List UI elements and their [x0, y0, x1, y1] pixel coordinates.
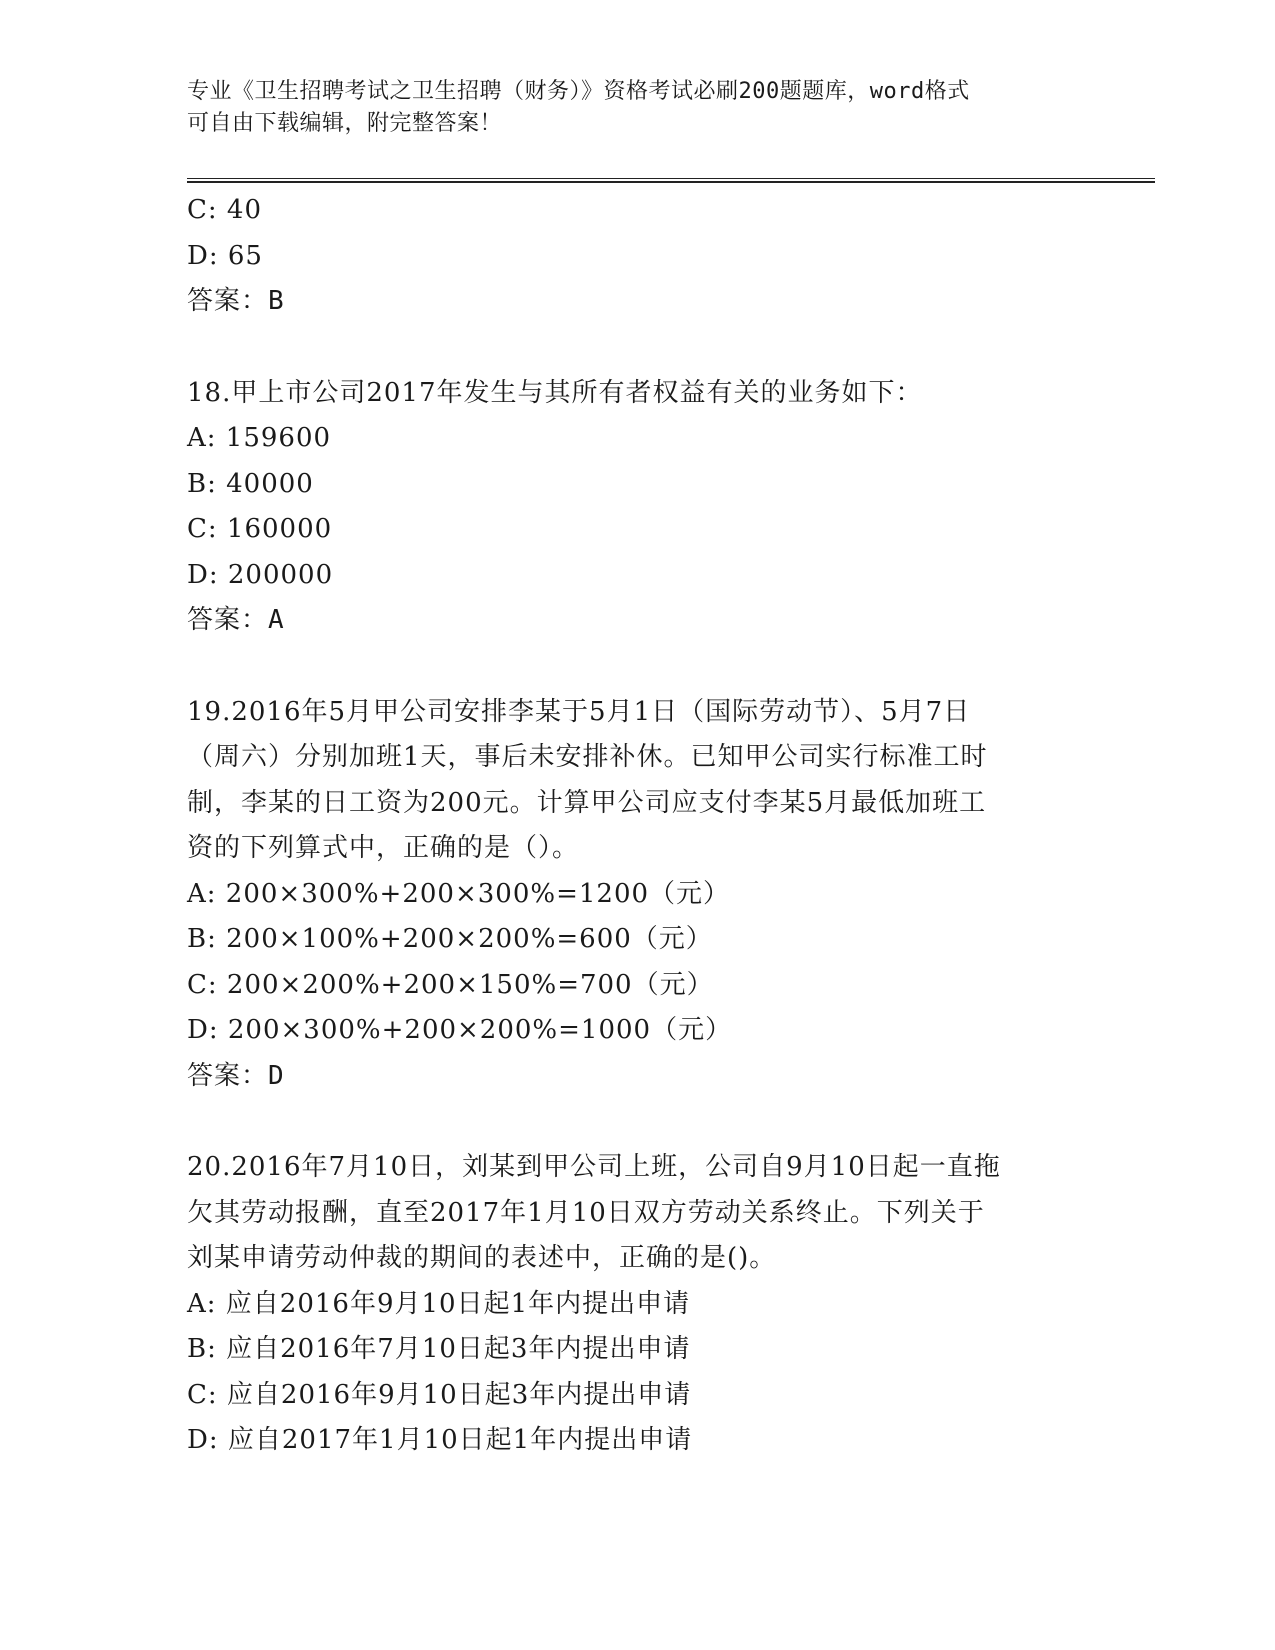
option-d: D: 200000: [187, 559, 334, 590]
question-stem-line-1: 20.2016年7月10日，刘某到甲公司上班，公司自9月10日起一直拖: [187, 1152, 1001, 1182]
question-stem-line-4: 资的下列算式中，正确的是（）。: [187, 833, 580, 863]
question-17-tail: [187, 188, 1087, 325]
header-rule-thin: [187, 178, 1155, 179]
option-b: B: 40000: [187, 468, 314, 499]
question-20: [187, 1145, 1087, 1464]
question-18: [187, 371, 1087, 644]
question-stem-line-3: 制，李某的日工资为200元。计算甲公司应支付李某5月最低加班工: [187, 787, 987, 818]
question-stem-line-3: 刘某申请劳动仲裁的期间的表述中，正确的是()。: [187, 1243, 777, 1273]
question-19: [187, 690, 1087, 1100]
option-a: A: 应自2016年9月10日起1年内提出申请: [187, 1288, 691, 1319]
spacer: [187, 1099, 1087, 1145]
header-line-2: 可自由下载编辑，附完整答案！: [187, 111, 503, 136]
spacer: [187, 325, 1087, 371]
question-stem-line-2: （周六）分别加班1天，事后未安排补休。已知甲公司实行标准工时: [187, 742, 988, 772]
answer-line: 答案：D: [187, 1060, 285, 1091]
option-c: C: 200×200%+200×150%=700（元）: [187, 969, 714, 1000]
option-d: D: 65: [187, 240, 263, 271]
option-c: C: 40: [187, 195, 263, 225]
question-stem: 18.甲上市公司2017年发生与其所有者权益有关的业务如下：: [187, 377, 923, 408]
option-a: A: 159600: [187, 423, 332, 453]
spacer: [187, 644, 1087, 690]
option-a: A: 200×300%+200×300%=1200（元）: [187, 878, 731, 909]
page-header: [187, 76, 1067, 140]
question-content: [187, 188, 1087, 1464]
header-line-1: 专业《卫生招聘考试之卫生招聘（财务）》资格考试必刷200题题库，word格式: [187, 79, 970, 104]
question-stem-line-2: 欠其劳动报酬，直至2017年1月10日双方劳动关系终止。下列关于: [187, 1197, 985, 1228]
option-b: B: 应自2016年7月10日起3年内提出申请: [187, 1334, 691, 1364]
answer-line: 答案：B: [187, 286, 285, 316]
answer-line: 答案：A: [187, 605, 285, 635]
option-d: D: 200×300%+200×200%=1000（元）: [187, 1015, 733, 1045]
option-d: D: 应自2017年1月10日起1年内提出申请: [187, 1425, 693, 1455]
header-rule-thick: [187, 181, 1155, 183]
question-stem-line-1: 19.2016年5月甲公司安排李某于5月1日（国际劳动节）、5月7日: [187, 696, 971, 727]
option-c: C: 应自2016年9月10日起3年内提出申请: [187, 1379, 692, 1410]
option-b: B: 200×100%+200×200%=600（元）: [187, 924, 713, 954]
option-c: C: 160000: [187, 514, 333, 544]
